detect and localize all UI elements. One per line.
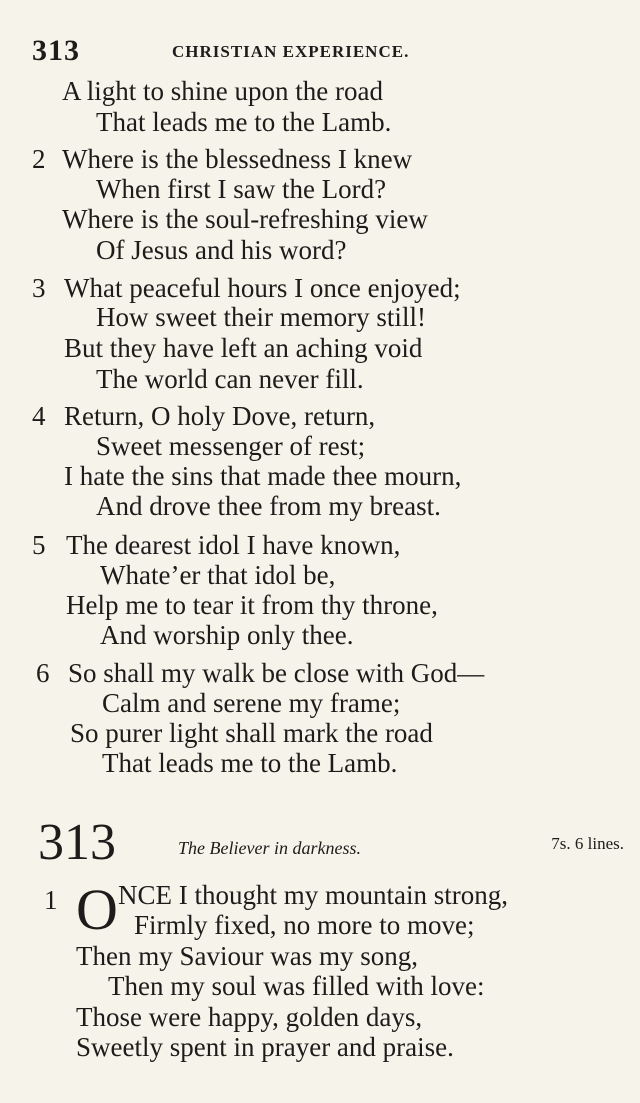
verse-line: Whate’er that idol be, xyxy=(100,560,336,590)
page-number: 313 xyxy=(32,34,80,67)
verse-line: Firmly fixed, no more to move; xyxy=(134,910,475,940)
drop-cap: O xyxy=(76,877,118,942)
verse-line: And drove thee from my breast. xyxy=(96,491,441,521)
verse-line: When first I saw the Lord? xyxy=(96,174,387,204)
verse-line: So shall my walk be close with God— xyxy=(68,658,485,688)
verse-line: How sweet their memory still! xyxy=(96,302,426,332)
verse-line: Of Jesus and his word? xyxy=(96,235,347,265)
verse-line: So purer light shall mark the road xyxy=(70,718,433,748)
verse-line: Calm and serene my frame; xyxy=(102,688,401,718)
verse-line: Then my Saviour was my song, xyxy=(76,941,418,971)
stanza-number: 4 xyxy=(32,401,46,431)
verse-line: Help me to tear it from thy throne, xyxy=(66,590,438,620)
verse-line: Return, O holy Dove, return, xyxy=(64,401,376,431)
verse-line: Sweet messenger of rest; xyxy=(96,431,366,461)
stanza-number: 5 xyxy=(32,530,46,560)
verse-line: But they have left an aching void xyxy=(64,333,423,363)
verse-line: And worship only thee. xyxy=(100,620,354,650)
verse-line: That leads me to the Lamb. xyxy=(96,107,392,137)
hymn-title: The Believer in darkness. xyxy=(178,838,361,858)
verse-line: NCE I thought my mountain strong, xyxy=(118,880,508,910)
verse-line: What peaceful hours I once enjoyed; xyxy=(64,273,461,303)
stanza-number: 2 xyxy=(32,144,46,174)
stanza-number: 1 xyxy=(44,885,58,915)
verse-line: Those were happy, golden days, xyxy=(76,1002,423,1032)
stanza-number: 6 xyxy=(36,658,50,688)
hymn-heading xyxy=(38,814,624,871)
verse-line: Where is the soul-refreshing view xyxy=(62,204,428,234)
verse-line: That leads me to the Lamb. xyxy=(102,748,398,778)
verse-line: A light to shine upon the road xyxy=(62,76,383,106)
verse-line: Then my soul was filled with love: xyxy=(108,971,485,1001)
verse-line: Sweetly spent in prayer and praise. xyxy=(76,1032,454,1062)
page-header xyxy=(32,34,608,74)
verse-line: I hate the sins that made thee mourn, xyxy=(64,461,462,491)
verse-line: The world can never fill. xyxy=(96,364,364,394)
hymn-number: 313 xyxy=(38,814,116,871)
stanza-number: 3 xyxy=(32,273,46,303)
hymn-meter: 7s. 6 lines. xyxy=(551,834,624,853)
running-title: CHRISTIAN EXPERIENCE. xyxy=(172,42,410,61)
verse-line: Where is the blessedness I knew xyxy=(62,144,413,174)
verse-line: The dearest idol I have known, xyxy=(66,530,401,560)
